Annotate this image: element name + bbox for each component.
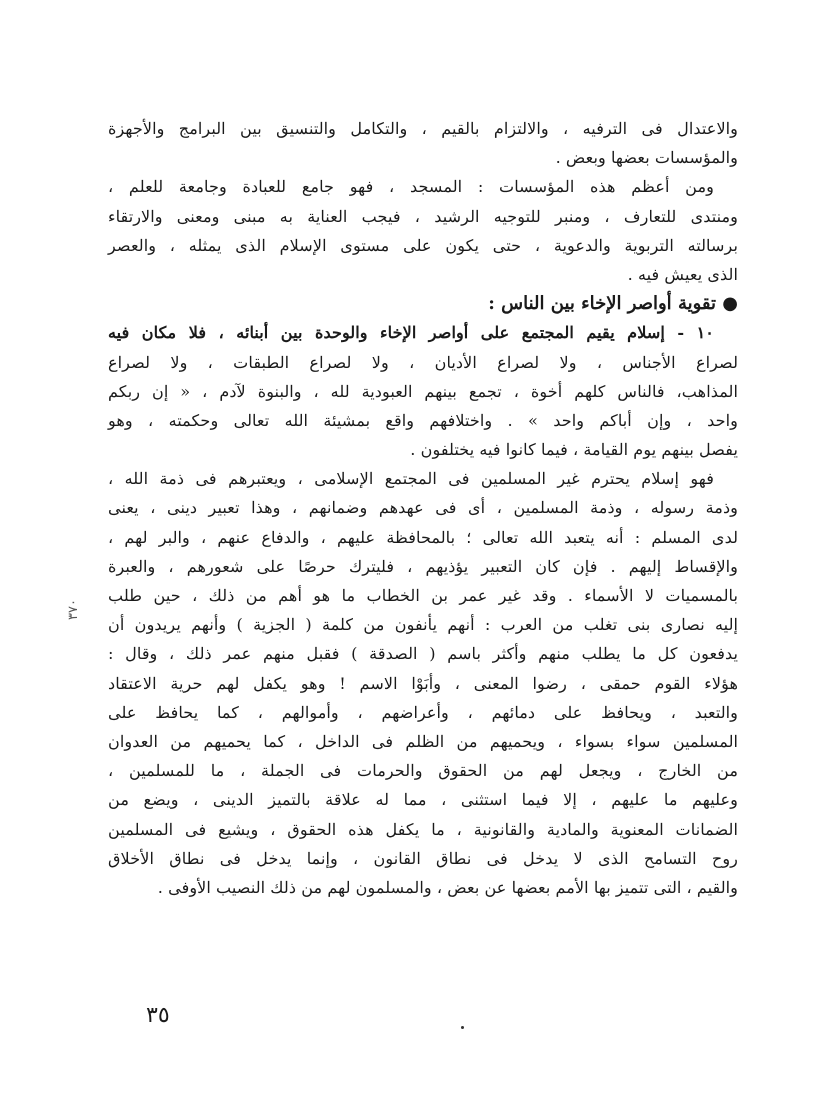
text-line: والقيم ، التى تتميز بها الأمم بعضها عن بعض ، والمسلمون لهم من ذلك النصيب الأوفى .	[157, 877, 738, 897]
section-heading: ● تقوية أواصر الإخاء بين الناس :	[488, 293, 738, 315]
speck	[461, 1026, 464, 1029]
margin-note: ٣٧٠	[66, 599, 81, 620]
text-line: وعليهم ما عليهم ، إلا فيما استثنى ، مما له علاقة بالتميز الدينى ، ويضع من	[108, 790, 738, 810]
text-line: بالمسميات لا الأسماء . وقد غير عمر بن الخطاب ما هو أهم من ذلك ، حين طلب	[108, 586, 738, 605]
text-line: المذاهب، فالناس كلهم أخوة ، تجمع بينهم العبودية لله ، والبنوة لآدم ، « إن ربكم	[108, 381, 738, 401]
text-line: إليه نصارى بنى تغلب من العرب : أنهم يأنفون من كلمة ( الجزية ) وأنهم يريدون أن	[108, 615, 738, 635]
text-line: ١٠ - إسلام يقيم المجتمع على أواصر الإخاء والوحدة بين أبنائه ، فلا مكان فيه	[108, 323, 714, 343]
page-number: ٣٥	[146, 1003, 170, 1028]
text-line: والإقساط إليهم . فإن كان التعبير يؤذيهم ، فليترك حرصًا على شعورهم ، والعبرة	[108, 556, 738, 576]
text-line: والتعبد ، ويحافظ على دمائهم ، وأعراضهم ، وأموالهم ، كما يحافظ على	[108, 702, 738, 722]
text-line: والاعتدال فى الترفيه ، والالتزام بالقيم ، والتكامل والتنسيق بين البرامج والأجهزة	[108, 119, 738, 138]
text-line: والمؤسسات بعضها وبعض .	[555, 148, 738, 168]
text-line: يدفعون كل ما يطلب منهم وأكثر باسم ( الصدقة ) فقبل منهم عمر ذلك ، وقال :	[108, 644, 738, 664]
text-line: وذمة رسوله ، وذمة المسلمين ، أى فى عهدهم وضمانهم ، وهذا تعبير دينى ، يعنى	[108, 498, 738, 518]
text-line: يفصل بينهم يوم القيامة ، فيما كانوا فيه يختلفون .	[410, 440, 738, 460]
text-line: لدى المسلم : أنه يتعبد الله تعالى ؛ بالمحافظة عليهم ، والدفاع عنهم ، والبر لهم ،	[108, 527, 738, 547]
page-body	[108, 114, 738, 902]
text-line: الذى يعيش فيه .	[627, 264, 738, 284]
text-line: واحد ، وإن أباكم واحد » . واختلافهم واقع بمشيئة الله تعالى وحكمته ، وهو	[108, 410, 738, 430]
text-line: الضمانات المعنوية والمادية والقانونية ، ما يكفل هذه الحقوق ، ويشيع فى المسلمين	[108, 819, 738, 839]
text-line: من الخارج ، ويجعل لهم من الحقوق والحرمات فى الجملة ، ما للمسلمين ،	[108, 761, 738, 781]
text-line: ومن أعظم هذه المؤسسات : المسجد ، فهو جامع للعبادة وجامعة للعلم ،	[108, 177, 714, 197]
text-line: فهو إسلام يحترم غير المسلمين فى المجتمع الإسلامى ، ويعتبرهم فى ذمة الله ،	[108, 469, 714, 489]
text-line: هؤلاء القوم حمقى ، رضوا المعنى ، وأبَوْا الاسم ! وهو يكفل لهم حرية الاعتقاد	[108, 673, 738, 693]
text-line: روح التسامح الذى لا يدخل فى نطاق القانون ، وإنما يدخل فى نطاق الأخلاق	[108, 848, 738, 868]
text-line: ومنتدى للتعارف ، ومنبر للتوجيه الرشيد ، فيجب العناية به مبنى ومعنى والارتقاء	[108, 206, 738, 226]
text-line: المسلمين سواء بسواء ، ويحميهم من الظلم فى الداخل ، كما يحميهم من العدوان	[108, 731, 738, 751]
text-line: برسالته التربوية والدعوية ، حتى يكون على مستوى الإسلام الذى يمثله ، والعصر	[108, 235, 738, 255]
text-line: لصراع الأجناس ، ولا لصراع الأديان ، ولا لصراع الطبقات ، ولا لصراع	[108, 352, 738, 372]
